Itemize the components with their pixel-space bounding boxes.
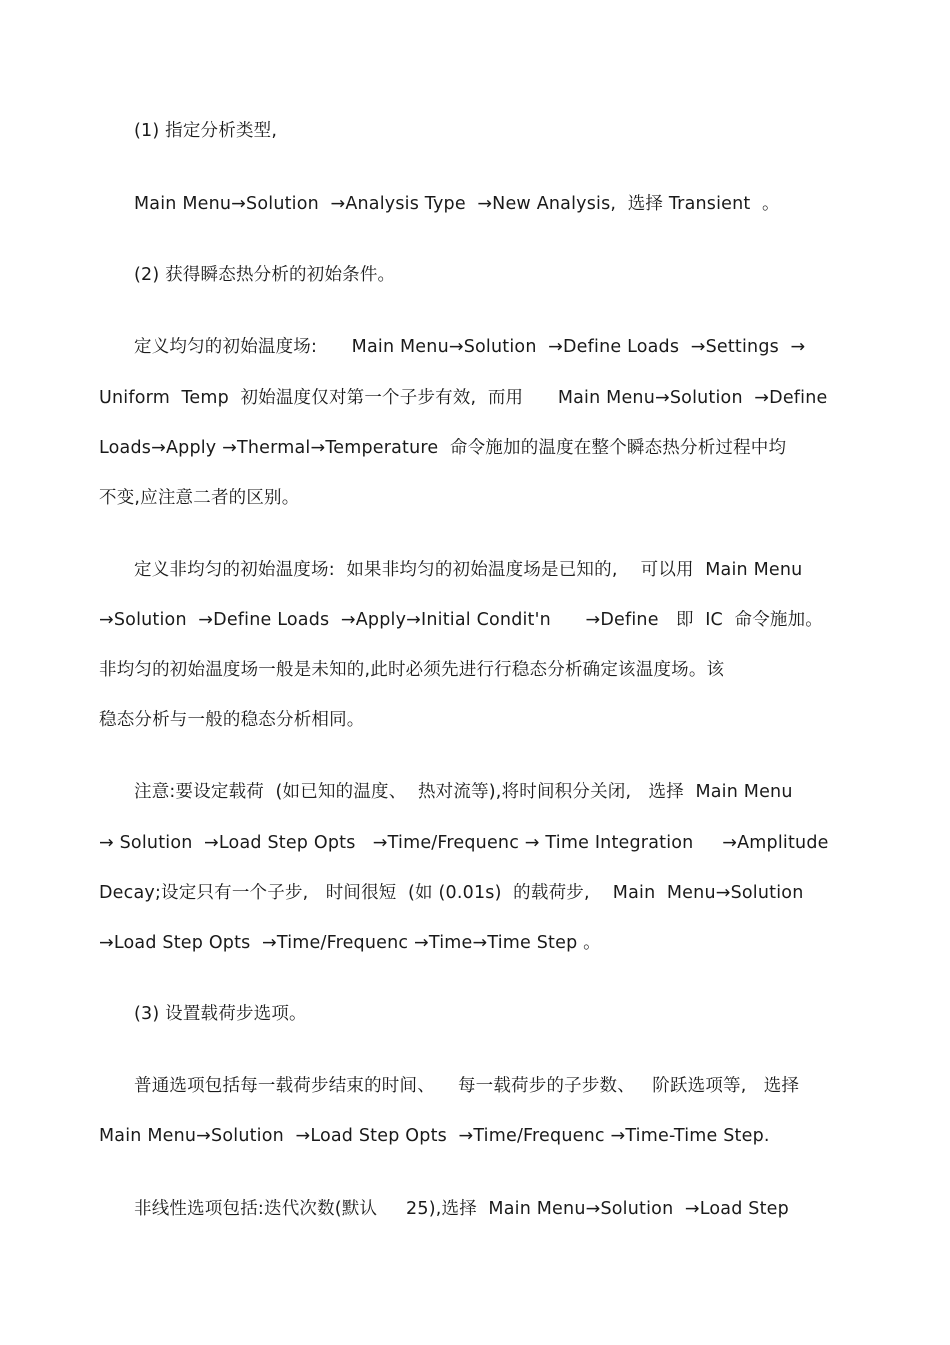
paragraph-line: Main Menu→Solution →Load Step Opts →Time/Frequenc →Time-Time Step. <box>99 1126 770 1146</box>
section-heading-1: (1) 指定分析类型, <box>134 121 278 141</box>
paragraph-line: 定义均匀的初始温度场: Main Menu→Solution →Define Loads →Settings → <box>134 337 806 357</box>
paragraph-line: → Solution →Load Step Opts →Time/Frequenc → Time Integration →Amplitude <box>99 833 829 853</box>
paragraph-line: Decay;设定只有一个子步, 时间很短 (如 (0.01s) 的载荷步, Main Menu→Solution <box>99 883 804 903</box>
paragraph-line: 定义非均匀的初始温度场: 如果非均匀的初始温度场是已知的, 可以用 Main Menu <box>134 560 803 580</box>
paragraph-line: →Solution →Define Loads →Apply→Initial Condit'n →Define 即 IC 命令施加。 <box>99 610 824 630</box>
paragraph-line: 稳态分析与一般的稳态分析相同。 <box>99 710 365 730</box>
paragraph-line: 非线性选项包括:迭代次数(默认 25),选择 Main Menu→Solution →Load Step <box>134 1199 789 1219</box>
paragraph-line: Loads→Apply →Thermal→Temperature 命令施加的温度在整个瞬态热分析过程中均 <box>99 438 787 458</box>
section-heading-3: (3) 设置载荷步选项。 <box>134 1004 307 1024</box>
paragraph-line: Main Menu→Solution →Analysis Type →New Analysis, 选择 Transient 。 <box>134 194 780 214</box>
paragraph-line: Uniform Temp 初始温度仅对第一个子步有效, 而用 Main Menu→Solution →Define <box>99 388 828 408</box>
paragraph-line: 不变,应注意二者的区别。 <box>99 488 300 508</box>
paragraph-line: →Load Step Opts →Time/Frequenc →Time→Time Step 。 <box>99 933 601 953</box>
paragraph-line: 注意:要设定载荷 (如已知的温度、 热对流等),将时间积分关闭, 选择 Main Menu <box>134 782 793 802</box>
section-heading-2: (2) 获得瞬态热分析的初始条件。 <box>134 265 396 285</box>
paragraph-line: 非均匀的初始温度场一般是未知的,此时必须先进行行稳态分析确定该温度场。该 <box>99 660 725 680</box>
paragraph-line: 普通选项包括每一载荷步结束的时间、 每一载荷步的子步数、 阶跃选项等, 选择 <box>134 1076 800 1096</box>
